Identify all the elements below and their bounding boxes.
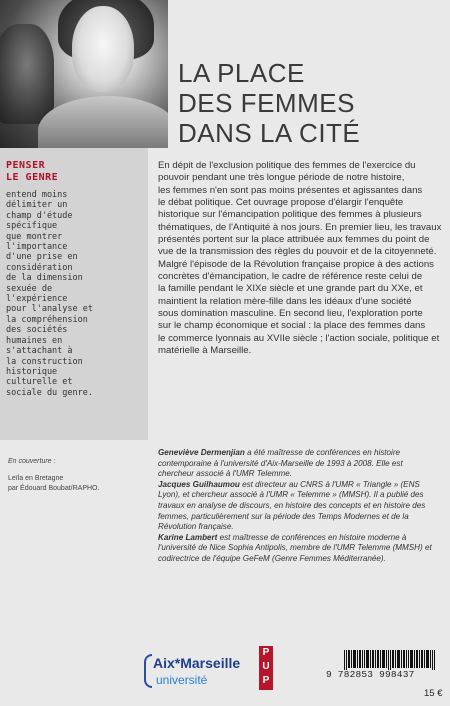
summary-line: sous domination masculine. En second lieu, l'exploration porte — [158, 308, 423, 320]
series-line: champ d'étude — [6, 210, 73, 221]
summary-line: les femmes n'en sont pas moins présentes et agissantes dans — [158, 184, 423, 196]
cover-caption-line: Leïla en Bretagne — [8, 475, 64, 482]
cover-label: En couverture : — [8, 458, 56, 465]
aix-marseille-logo — [144, 652, 256, 692]
series-line: humaines en — [6, 335, 63, 346]
author-line: travaux en analyse de discours, en histoire des concepts et en histoire des — [158, 500, 426, 510]
logo-university-label: université — [156, 673, 208, 687]
author-line: Révolution française. — [158, 522, 234, 532]
series-line: sociale du genre. — [6, 387, 93, 398]
series-line: s'attachant à — [6, 346, 73, 357]
author-line: codirectrice de l'équipe GeFeM (Genre Femmes Méditerranée). — [158, 553, 386, 563]
series-line: de la dimension — [6, 273, 83, 284]
photo-shoulders — [38, 96, 168, 148]
barcode-bars — [344, 650, 436, 670]
pup-letter: P — [262, 647, 270, 658]
photo-woman-face — [72, 6, 134, 92]
author-name: Karine Lambert — [158, 532, 218, 542]
author-text: a été maîtresse de conférences en histoire — [244, 448, 401, 457]
author-line: Lyon), et chercheur associé à l'UMR « Telemme » (MMSH). Il a publié des — [158, 490, 424, 500]
author-line: femmes, particulièrement sur la période des Temps Modernes et de la — [158, 511, 409, 521]
series-line: considération — [6, 262, 73, 273]
book-title — [178, 58, 438, 148]
pup-logo — [259, 646, 273, 690]
summary-line: le commerce lyonnais au XVIIe siècle ; l'action sociale, politique et — [158, 332, 440, 344]
author-line: contemporaine à l'université d'Aix-Marseille de 1993 à 2008. Elle est — [158, 458, 403, 468]
cover-caption-line: par Édouard Boubat/RAPHO. — [8, 484, 100, 492]
series-line: que montrer — [6, 231, 63, 242]
series-line: historique — [6, 366, 58, 377]
author-line — [158, 448, 440, 459]
pup-letter: U — [262, 661, 270, 672]
author-text: est maîtresse de conférences en histoire moderne à — [217, 532, 407, 542]
summary-line: pouvoir pendant une très longue période de notre histoire, — [158, 172, 405, 184]
summary-line: la famille pendant le XIXe siècle et une grande part du XXe, et — [158, 283, 423, 295]
summary-line: thématiques, de l'Antiquité à nos jours. En premier lieu, les travaux — [158, 221, 442, 233]
series-line: sexuée de — [6, 283, 53, 294]
series-line: pour l'analyse et — [6, 304, 93, 315]
series-line: la compréhension — [6, 314, 88, 325]
summary-line: vue de la transmission des règles du pouvoir et de la citoyenneté. — [158, 246, 437, 258]
summary-line: matérielle à Marseille. — [158, 345, 252, 357]
author-line: chercheur associé à l'UMR Telemme. — [158, 469, 292, 479]
collection-line: LE GENRE — [6, 172, 59, 183]
price: 15 € — [424, 688, 443, 699]
series-line: l'expérience — [6, 294, 68, 305]
title-line: DES FEMMES — [178, 88, 355, 118]
summary-line: sur le champ économique et social : la place des femmes dans — [158, 320, 426, 332]
author-bios — [158, 448, 440, 565]
cover-caption — [8, 474, 148, 493]
series-line: spécifique — [6, 221, 58, 232]
author-name: Geneviève Dermenjian — [158, 448, 245, 457]
series-line: entend moins — [6, 190, 68, 200]
summary-line: le débat politique. Cet ouvrage propose d'élargir l'enquête — [158, 197, 404, 209]
summary-line: Malgré l'épisode de la Révolution française propice à des actions — [158, 258, 434, 270]
summary-line: concrètes d'émancipation, le cadre de référence reste celui de — [158, 271, 423, 283]
title-line: DANS LA CITÉ — [178, 118, 361, 148]
author-line — [158, 480, 440, 491]
photo-man-figure — [0, 24, 54, 124]
series-description — [6, 190, 144, 398]
series-line: d'une prise en — [6, 252, 78, 263]
author-text: est directeur au CNRS à l'UMR « Triangle » (ENS — [239, 479, 420, 489]
author-line: l'université de Nice Sophia Antipolis, membre de l'UMR Telemme (MMSH) et — [158, 543, 432, 553]
collection-line: PENSER — [6, 160, 46, 171]
series-line: la construction — [6, 356, 83, 367]
author-name: Jacques Guilhaumou — [158, 479, 240, 489]
isbn-number: 9 782853 998437 — [326, 669, 415, 680]
logo-bracket — [144, 654, 152, 688]
author-line — [158, 533, 440, 544]
series-line: délimiter un — [6, 200, 68, 211]
series-line: des sociétés — [6, 325, 68, 336]
summary-line: En dépit de l'exclusion politique des femmes de l'exercice du — [158, 160, 416, 171]
series-line: l'importance — [6, 242, 68, 253]
title-line: LA PLACE — [178, 58, 305, 88]
pup-letter: P — [262, 675, 270, 686]
summary-text — [158, 160, 441, 358]
collection-name — [6, 160, 146, 184]
series-line: culturelle et — [6, 377, 73, 388]
summary-line: présentés portent sur la place attribuée aux femmes du point de — [158, 234, 430, 246]
logo-university-name: Aix*Marseille — [153, 655, 241, 671]
summary-line: maintient la relation mère-fille dans les idéaux d'une société — [158, 295, 412, 307]
cover-photo — [0, 0, 168, 148]
summary-line: historique sur l'émancipation politique des femmes à plusieurs — [158, 209, 422, 221]
